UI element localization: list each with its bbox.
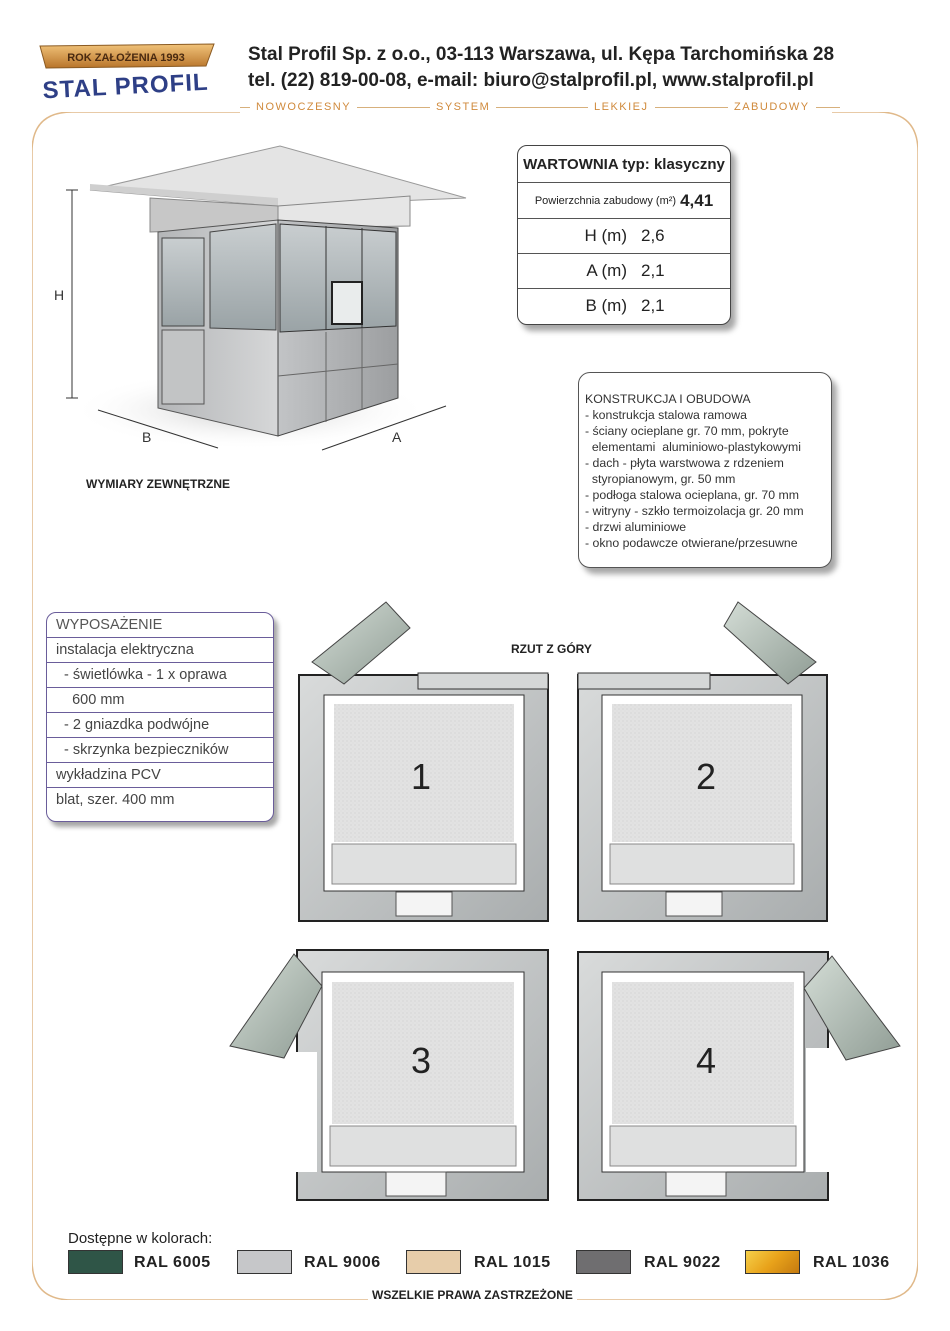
color-name: RAL 6005 (134, 1254, 211, 1271)
color-swatch (237, 1250, 292, 1274)
spec-dim-value: 2,1 (641, 261, 665, 280)
equipment-item: - 2 gniazdka podwójne (47, 713, 273, 738)
spec-dim-label: A (m) (586, 261, 627, 280)
color-swatch (406, 1250, 461, 1274)
company-address: Stal Profil Sp. z o.o., 03-113 Warszawa, ul. Kępa Tarchomińska 28 (248, 44, 835, 65)
spec-dim-label: B (m) (585, 296, 627, 315)
dim-a-label: A (392, 429, 402, 445)
spec-area-value: 4,41 (680, 190, 714, 210)
tagline-word: LEKKIEJ (588, 101, 655, 113)
color-swatch (745, 1250, 800, 1274)
tagline-word: ZABUDOWY (728, 101, 816, 113)
equipment-item: wykładzina PCV (47, 763, 273, 788)
company-contact: tel. (22) 819-00-08, e-mail: biuro@stalprofil.pl, www.stalprofil.pl (248, 70, 814, 91)
dim-h-label: H (54, 287, 65, 303)
equipment-item: - świetlówka - 1 x oprawa (47, 663, 273, 688)
color-name: RAL 9022 (644, 1254, 721, 1271)
construction-title: KONSTRUKCJA I OBUDOWA (585, 392, 751, 406)
construction-item: - konstrukcja stalowa ramowa (585, 408, 747, 422)
plan-number: 2 (696, 756, 717, 797)
construction-item: - witryny - szkło termoizolacja gr. 20 mm (585, 504, 804, 518)
spec-dim-row (518, 289, 730, 323)
spec-area-label: Powierzchnia zabudowy (m²) (534, 194, 677, 207)
construction-item: elementami aluminiowo-plastykowymi (585, 440, 801, 454)
construction-item: - ściany ocieplane gr. 70 mm, pokryte (585, 424, 789, 438)
color-name: RAL 1036 (813, 1254, 890, 1271)
spec-dim-row (518, 219, 730, 254)
spec-dim-value: 2,1 (641, 296, 665, 315)
kiosk-3d-drawing (50, 140, 470, 470)
spec-dim-label: H (m) (584, 226, 627, 245)
rights-notice: WSZELKIE PRAWA ZASTRZEŻONE (368, 1288, 577, 1302)
color-name: RAL 9006 (304, 1254, 381, 1271)
construction-item: styropianowym, gr. 50 mm (585, 472, 736, 486)
plan-number: 3 (411, 1040, 432, 1081)
tagline-word: SYSTEM (430, 101, 496, 113)
color-swatch (576, 1250, 631, 1274)
equipment-title: WYPOSAŻENIE (47, 613, 273, 638)
dim-b-label: B (142, 429, 152, 445)
plan-3 (230, 950, 548, 1200)
construction-item: - drzwi aluminiowe (585, 520, 687, 534)
company-logo (38, 42, 218, 112)
spec-dim-value: 2,6 (641, 226, 665, 245)
floor-plans (226, 600, 906, 1210)
color-swatch (68, 1250, 123, 1274)
plan-number: 4 (696, 1040, 717, 1081)
construction-box (578, 372, 832, 568)
equipment-item: 600 mm (47, 688, 273, 713)
color-name: RAL 1015 (474, 1254, 551, 1271)
dims-caption: WYMIARY ZEWNĘTRZNE (86, 477, 230, 491)
logo-founded-text: ROK ZAŁOŻENIA 1993 (67, 52, 185, 64)
spec-title: WARTOWNIA typ: klasyczny (518, 146, 730, 183)
equipment-item: instalacja elektryczna (47, 638, 273, 663)
construction-item: - okno podawcze otwierane/przesuwne (585, 536, 798, 550)
construction-item: - podłoga stalowa ocieplana, gr. 70 mm (585, 488, 799, 502)
tagline-word: NOWOCZESNY (250, 101, 357, 113)
equipment-item: blat, szer. 400 mm (56, 792, 175, 808)
colors-label: Dostępne w kolorach: (68, 1230, 213, 1247)
plan-title: RZUT Z GÓRY (511, 642, 592, 656)
logo-name-text: STAL PROFIL (41, 68, 210, 105)
spec-dim-row (518, 254, 730, 289)
equipment-item: - skrzynka bezpieczników (47, 738, 273, 763)
spec-area-row (518, 183, 730, 219)
plan-number: 1 (411, 756, 432, 797)
construction-item: - dach - płyta warstwowa z rdzeniem (585, 456, 784, 470)
plan-4 (578, 952, 900, 1200)
spec-table (517, 145, 731, 325)
